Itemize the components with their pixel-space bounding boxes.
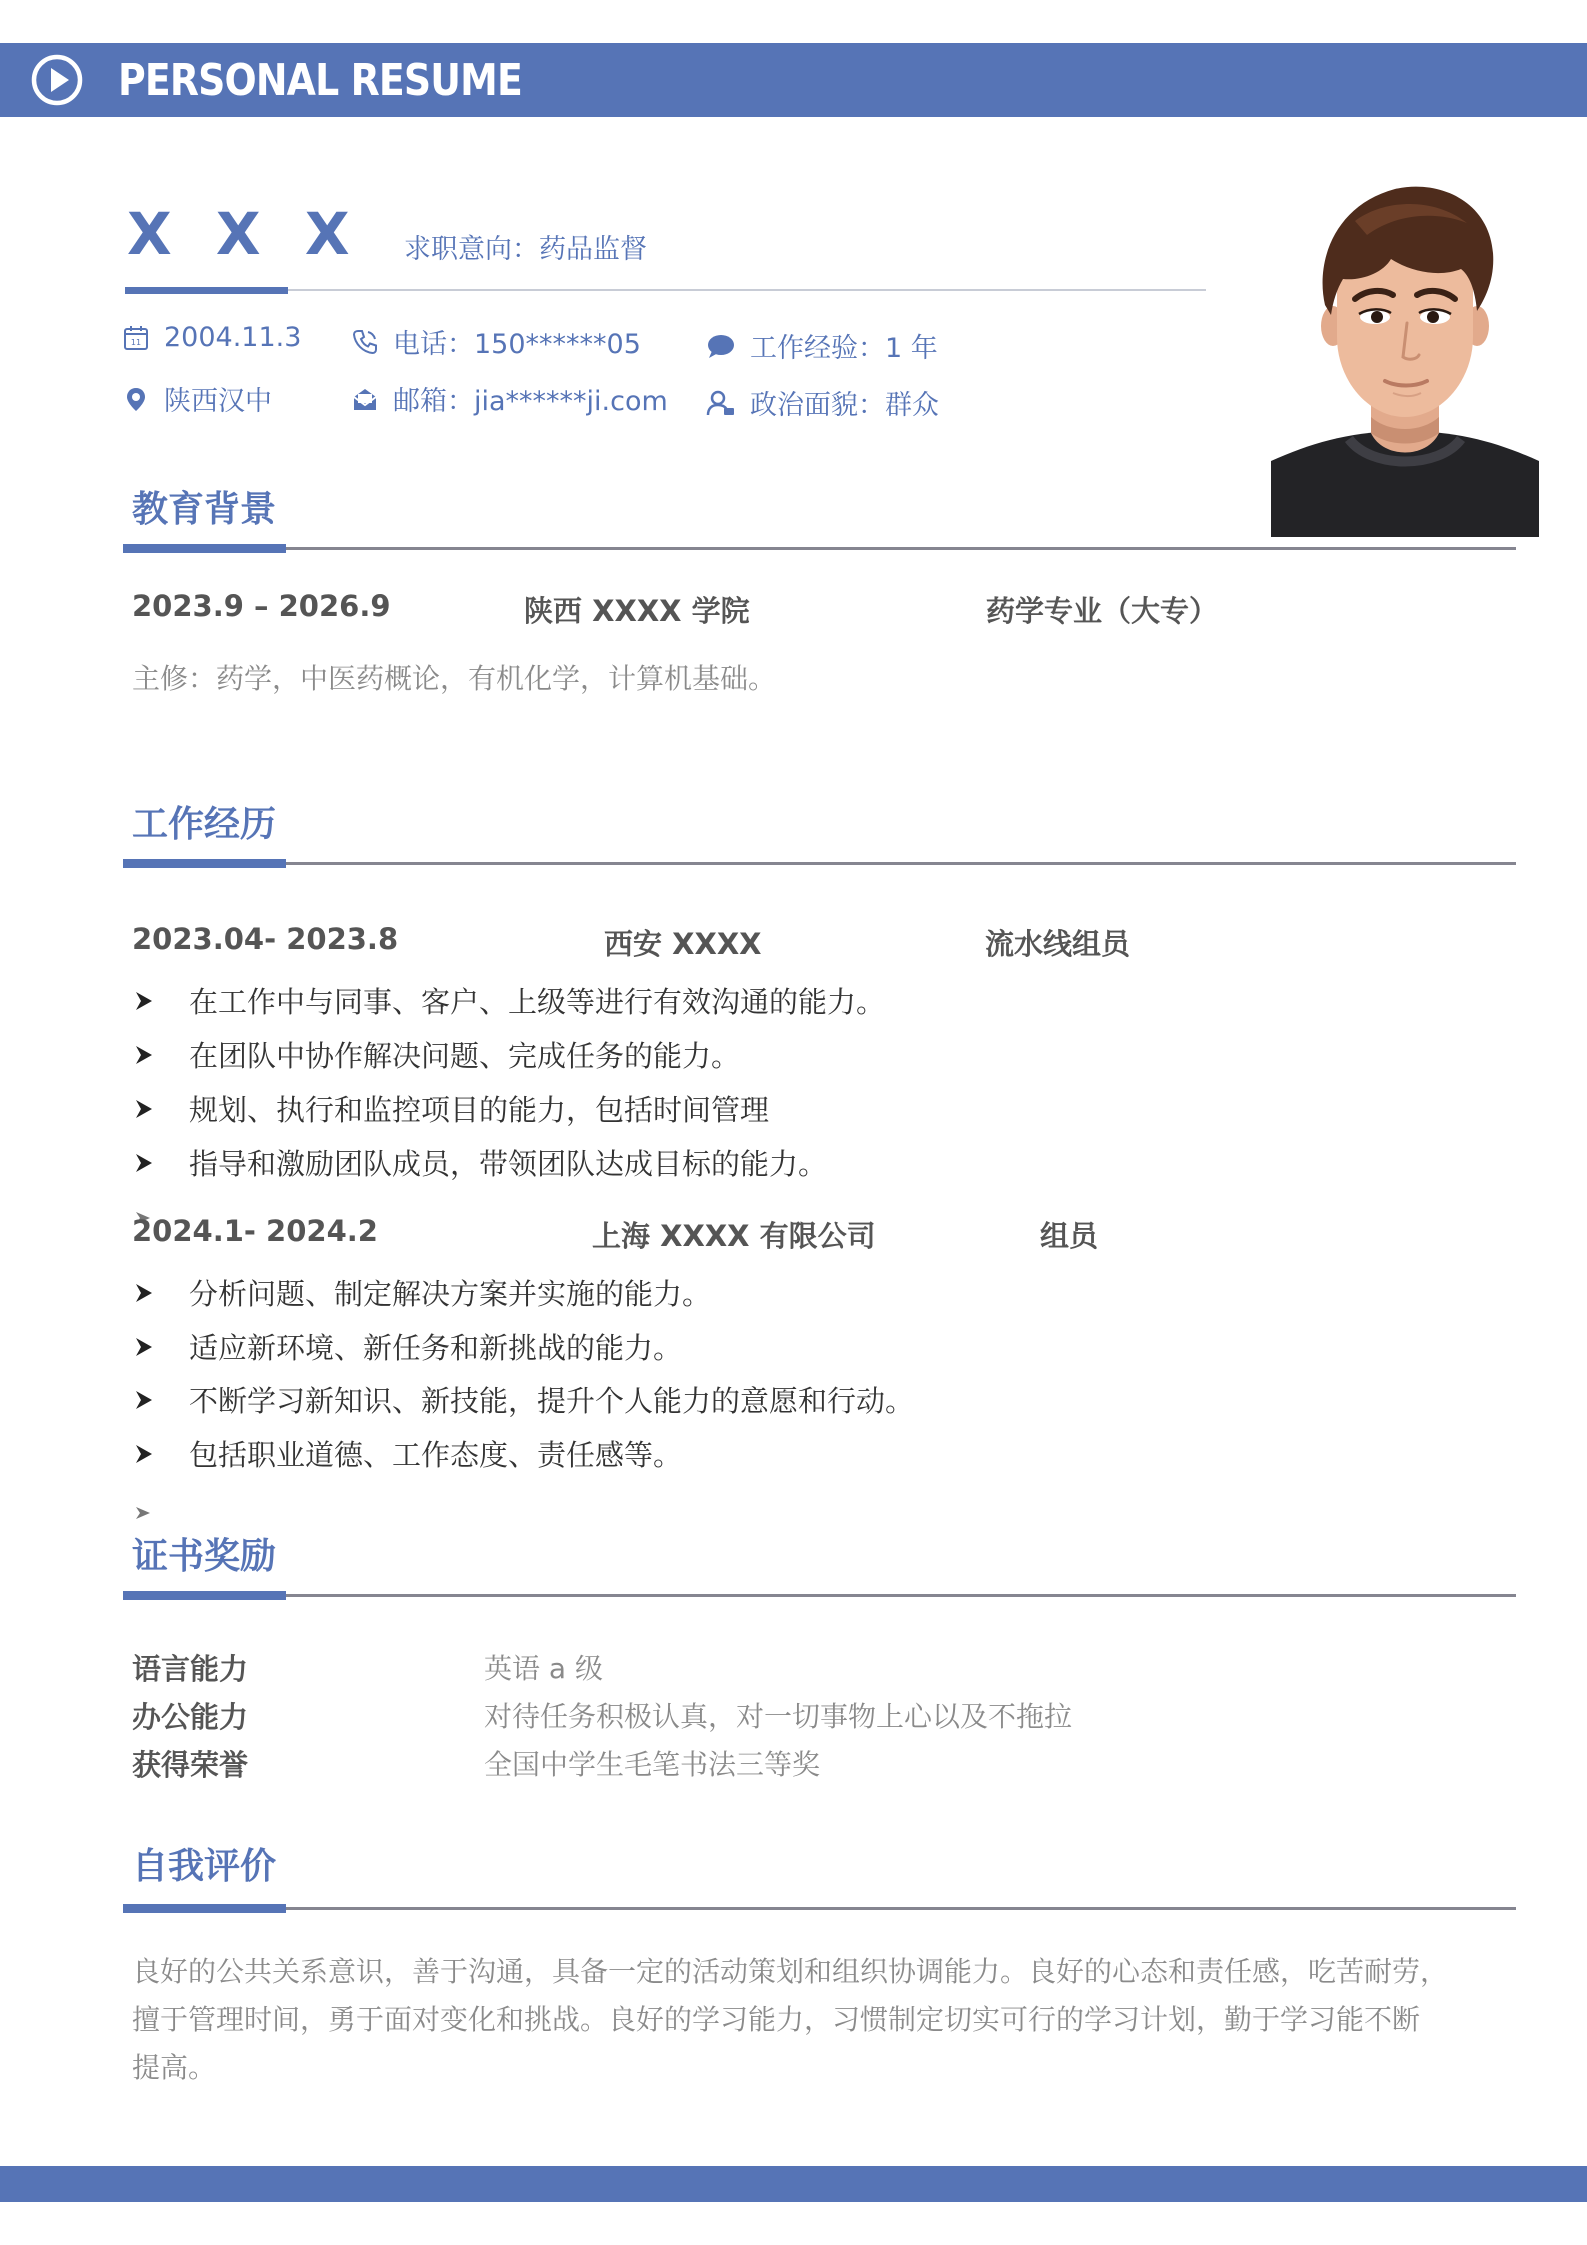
birthday-text: 2004.11.3 xyxy=(164,322,302,353)
education-school: 陕西 XXXX 学院 xyxy=(524,594,750,628)
svg-text:11: 11 xyxy=(130,337,142,347)
candidate-name: X X X xyxy=(127,200,362,268)
info-experience xyxy=(706,326,938,365)
job-1-period: 2023.04- 2023.8 xyxy=(132,922,399,956)
job-2-role: 组员 xyxy=(1040,1219,1099,1253)
location-pin-icon xyxy=(122,385,150,413)
list-item: 在团队中协作解决问题、完成任务的能力。 xyxy=(133,1034,740,1075)
calendar-icon xyxy=(122,324,150,352)
section-divider-education xyxy=(286,547,1516,550)
section-title-education: 教育背景 xyxy=(132,489,277,530)
arrow-bullet-icon xyxy=(133,1282,189,1304)
banner-title: PERSONAL RESUME xyxy=(118,55,522,106)
name-underline xyxy=(125,287,288,294)
political-text: 政治面貌：群众 xyxy=(750,390,939,421)
arrow-bullet-icon xyxy=(133,990,189,1012)
job-2-period: 2024.1- 2024.2 xyxy=(132,1214,378,1248)
info-birthday xyxy=(122,322,301,353)
mail-icon xyxy=(351,385,379,413)
list-item: 规划、执行和监控项目的能力，包括时间管理 xyxy=(133,1088,769,1129)
arrow-bullet-icon xyxy=(133,1443,189,1465)
job-intent: 求职意向：药品监督 xyxy=(404,234,647,265)
info-political xyxy=(706,383,939,422)
certificate-label: 语言能力 xyxy=(132,1652,249,1686)
arrow-bullet-icon xyxy=(133,1044,189,1066)
certificate-value: 对待任务积极认真，对一切事物上心以及不拖拉 xyxy=(484,1700,1073,1733)
info-email xyxy=(351,379,668,418)
section-title-self-eval: 自我评价 xyxy=(132,1846,277,1887)
user-icon xyxy=(706,389,736,417)
section-underline-work xyxy=(123,859,286,868)
list-item: 指导和激励团队成员，带领团队达成目标的能力。 xyxy=(133,1142,827,1183)
top-banner xyxy=(0,43,1587,117)
arrow-bullet-icon xyxy=(133,1389,189,1411)
section-title-certificates: 证书奖励 xyxy=(132,1536,277,1577)
job-2-company: 上海 XXXX 有限公司 xyxy=(592,1219,876,1253)
job-1-role: 流水线组员 xyxy=(985,927,1131,961)
section-title-work: 工作经历 xyxy=(132,804,277,845)
arrow-bullet-icon xyxy=(134,1505,154,1521)
list-item: 分析问题、制定解决方案并实施的能力。 xyxy=(133,1272,711,1313)
section-underline-certificates xyxy=(123,1591,286,1600)
profile-photo xyxy=(1271,181,1539,537)
section-underline-self-eval xyxy=(123,1904,286,1913)
list-item: 适应新环境、新任务和新挑战的能力。 xyxy=(133,1326,682,1367)
experience-text: 工作经验：1 年 xyxy=(750,333,938,364)
certificate-value: 英语 a 级 xyxy=(484,1652,603,1685)
job-1-company: 西安 XXXX xyxy=(604,927,762,961)
info-phone xyxy=(351,322,641,361)
arrow-bullet-icon xyxy=(133,1152,189,1174)
list-item: 不断学习新知识、新技能，提升个人能力的意愿和行动。 xyxy=(133,1379,914,1420)
certificate-value: 全国中学生毛笔书法三等奖 xyxy=(484,1748,821,1781)
section-divider-self-eval xyxy=(286,1907,1516,1910)
education-period: 2023.9 – 2026.9 xyxy=(132,589,391,623)
arrow-bullet-icon xyxy=(133,1098,189,1120)
certificate-label: 获得荣誉 xyxy=(132,1748,249,1782)
chat-bubble-icon xyxy=(706,332,736,360)
location-text: 陕西汉中 xyxy=(164,386,272,417)
education-courses: 主修：药学，中医药概论，有机化学，计算机基础。 xyxy=(132,662,777,695)
education-major: 药学专业（大专） xyxy=(986,594,1219,628)
section-divider-certificates xyxy=(286,1594,1516,1597)
list-item: 包括职业道德、工作态度、责任感等。 xyxy=(133,1433,682,1474)
header-divider xyxy=(288,289,1206,291)
bottom-banner xyxy=(0,2166,1587,2202)
list-item: 在工作中与同事、客户、上级等进行有效沟通的能力。 xyxy=(133,980,885,1021)
phone-text: 电话：150******05 xyxy=(393,329,641,360)
info-location xyxy=(122,379,272,418)
section-underline-education xyxy=(123,544,286,553)
play-circle-icon xyxy=(30,53,84,107)
section-divider-work xyxy=(286,862,1516,865)
self-evaluation-text: 良好的公共关系意识，善于沟通，具备一定的活动策划和组织协调能力。良好的心态和责任感，吃苦耐劳， 擅于管理时间，勇于面对变化和挑战。良好的学习能力，习惯制定切实可行的学习计划，勤于学习能不断 提高。 xyxy=(132,1955,1449,2084)
phone-icon xyxy=(351,328,379,356)
email-text: 邮箱：jia******ji.com xyxy=(393,386,668,417)
arrow-bullet-icon xyxy=(133,1336,189,1358)
certificate-label: 办公能力 xyxy=(132,1700,249,1734)
